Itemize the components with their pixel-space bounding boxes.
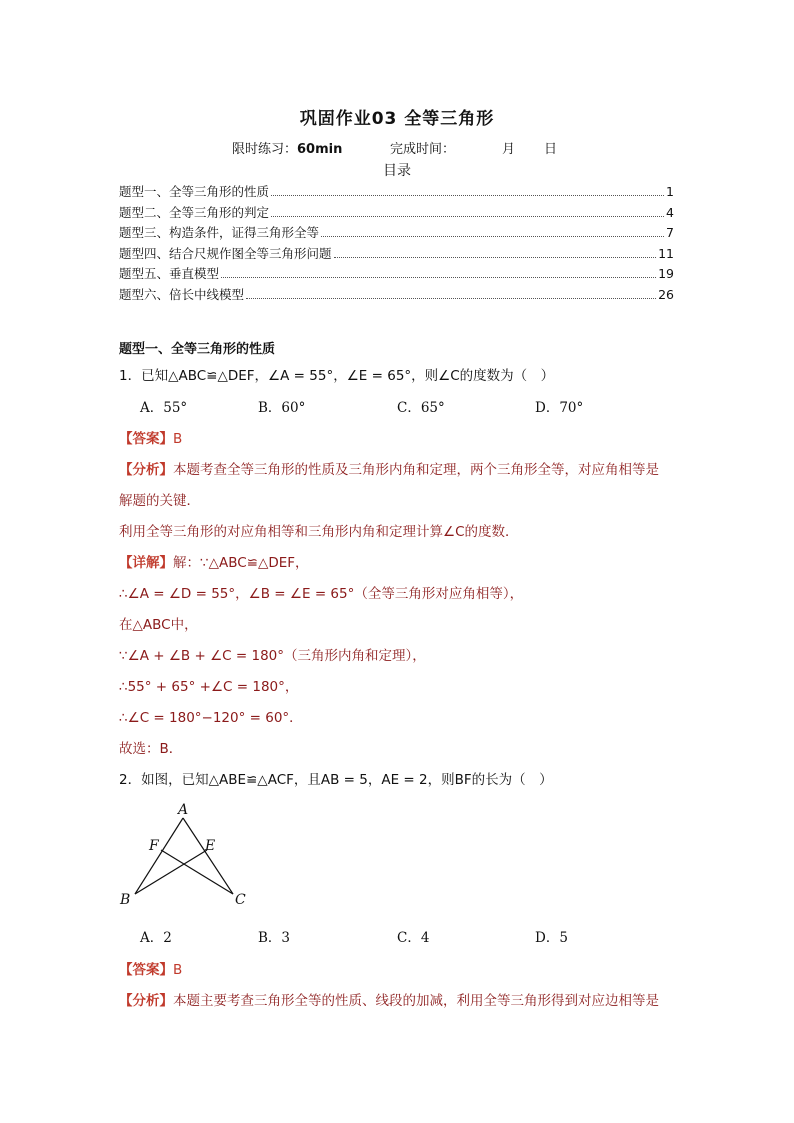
answer-line <box>119 427 182 447</box>
toc-item[interactable] <box>119 264 674 285</box>
detail-text: 解：∵△ABC≌△DEF， <box>173 555 309 571</box>
toc-item[interactable] <box>119 244 674 265</box>
option-c: C．4 <box>397 930 430 946</box>
analysis-text: 本题主要考查三角形全等的性质、线段的加减，利用全等三角形得到对应边相等是 <box>173 993 659 1009</box>
answer-value: B <box>173 962 183 978</box>
option-d: D．70° <box>535 400 584 416</box>
toc-leader <box>271 195 664 196</box>
toc-item-page: 7 <box>666 225 674 240</box>
label-f: F <box>149 838 159 854</box>
choice-line: 故选：B． <box>119 741 183 757</box>
day-label: 日 <box>544 142 558 157</box>
toc-item-label: 题型四、结合尺规作图全等三角形问题 <box>119 245 332 261</box>
time-limit <box>232 138 342 157</box>
toc-item-label: 题型三、构造条件，证得三角形全等 <box>119 225 320 240</box>
question-1-stem: 1．已知△ABC≌△DEF，∠A = 55°，∠E = 65°，则∠C的度数为（ ） <box>119 368 555 384</box>
option-b: B．3 <box>258 930 291 946</box>
analysis-line-2: 解题的关键． <box>119 493 200 509</box>
analysis-tag: 【分析】 <box>119 462 173 478</box>
analysis-line <box>119 458 659 478</box>
month-label: 月 <box>502 142 516 157</box>
option-a: A．2 <box>140 930 172 946</box>
answer-value: B <box>173 431 183 447</box>
toc-item[interactable] <box>119 182 674 203</box>
detail-line-3: 在△ABC中， <box>119 617 198 633</box>
answer-tag: 【答案】 <box>119 962 173 978</box>
analysis-line-3: 利用全等三角形的对应角相等和三角形内角和定理计算∠C的度数． <box>119 524 519 540</box>
option-a: A．55° <box>140 400 188 416</box>
question-2-stem: 2．如图，已知△ABE≌△ACF，且AB = 5，AE = 2，则BF的长为（ ） <box>119 772 553 788</box>
triangle-figure <box>115 800 265 910</box>
option-b: B．60° <box>258 400 306 416</box>
option-d: D．5 <box>535 930 568 946</box>
toc-item-page: 1 <box>666 184 674 199</box>
option-c: C．65° <box>397 400 445 416</box>
time-limit-label: 限时练习： <box>232 142 298 157</box>
toc-item[interactable] <box>119 203 674 224</box>
detail-line <box>119 551 309 571</box>
analysis-tag: 【分析】 <box>119 993 173 1009</box>
completion-time-label: 完成时间： <box>390 142 456 157</box>
section-heading: 题型一、全等三角形的性质 <box>119 342 276 357</box>
table-of-contents <box>119 182 674 305</box>
label-e: E <box>205 838 216 854</box>
toc-item-page: 4 <box>666 204 674 220</box>
toc-item-label: 题型二、全等三角形的判定 <box>119 204 270 220</box>
label-a: A <box>178 802 189 818</box>
toc-leader <box>334 257 657 258</box>
toc-item-label: 题型六、倍长中线模型 <box>119 286 245 302</box>
page-title: 巩固作业03 全等三角形 <box>299 109 495 129</box>
answer-line-2 <box>119 958 182 978</box>
detail-line-6: ∴∠C = 180°−120° = 60°． <box>119 710 303 726</box>
analysis-text: 本题考查全等三角形的性质及三角形内角和定理，两个三角形全等，对应角相等是 <box>173 462 659 478</box>
detail-tag: 【详解】 <box>119 555 173 571</box>
detail-line-4: ∵∠A + ∠B + ∠C = 180°（三角形内角和定理）， <box>119 648 426 664</box>
toc-item-page: 11 <box>658 245 674 261</box>
toc-leader <box>271 216 664 217</box>
toc-leader <box>321 236 664 237</box>
segment-ac <box>183 818 233 894</box>
toc-item-page: 26 <box>658 286 674 302</box>
toc-leader <box>246 298 656 299</box>
time-limit-value: 60min <box>297 142 343 157</box>
answer-tag: 【答案】 <box>119 431 173 447</box>
label-c: C <box>235 892 246 908</box>
toc-heading: 目录 <box>383 163 411 179</box>
toc-item-label: 题型一、全等三角形的性质 <box>119 184 270 199</box>
toc-item[interactable] <box>119 223 674 244</box>
toc-item[interactable] <box>119 285 674 306</box>
analysis-line-q2 <box>119 989 659 1009</box>
segment-ab <box>135 818 183 894</box>
toc-item-label: 题型五、垂直模型 <box>119 266 220 281</box>
label-b: B <box>120 892 131 908</box>
toc-leader <box>221 277 656 278</box>
detail-line-2: ∴∠A = ∠D = 55°，∠B = ∠E = 65°（全等三角形对应角相等）， <box>119 586 524 602</box>
toc-item-page: 19 <box>658 266 674 281</box>
detail-line-5: ∴55° + 65° +∠C = 180°， <box>119 679 299 695</box>
